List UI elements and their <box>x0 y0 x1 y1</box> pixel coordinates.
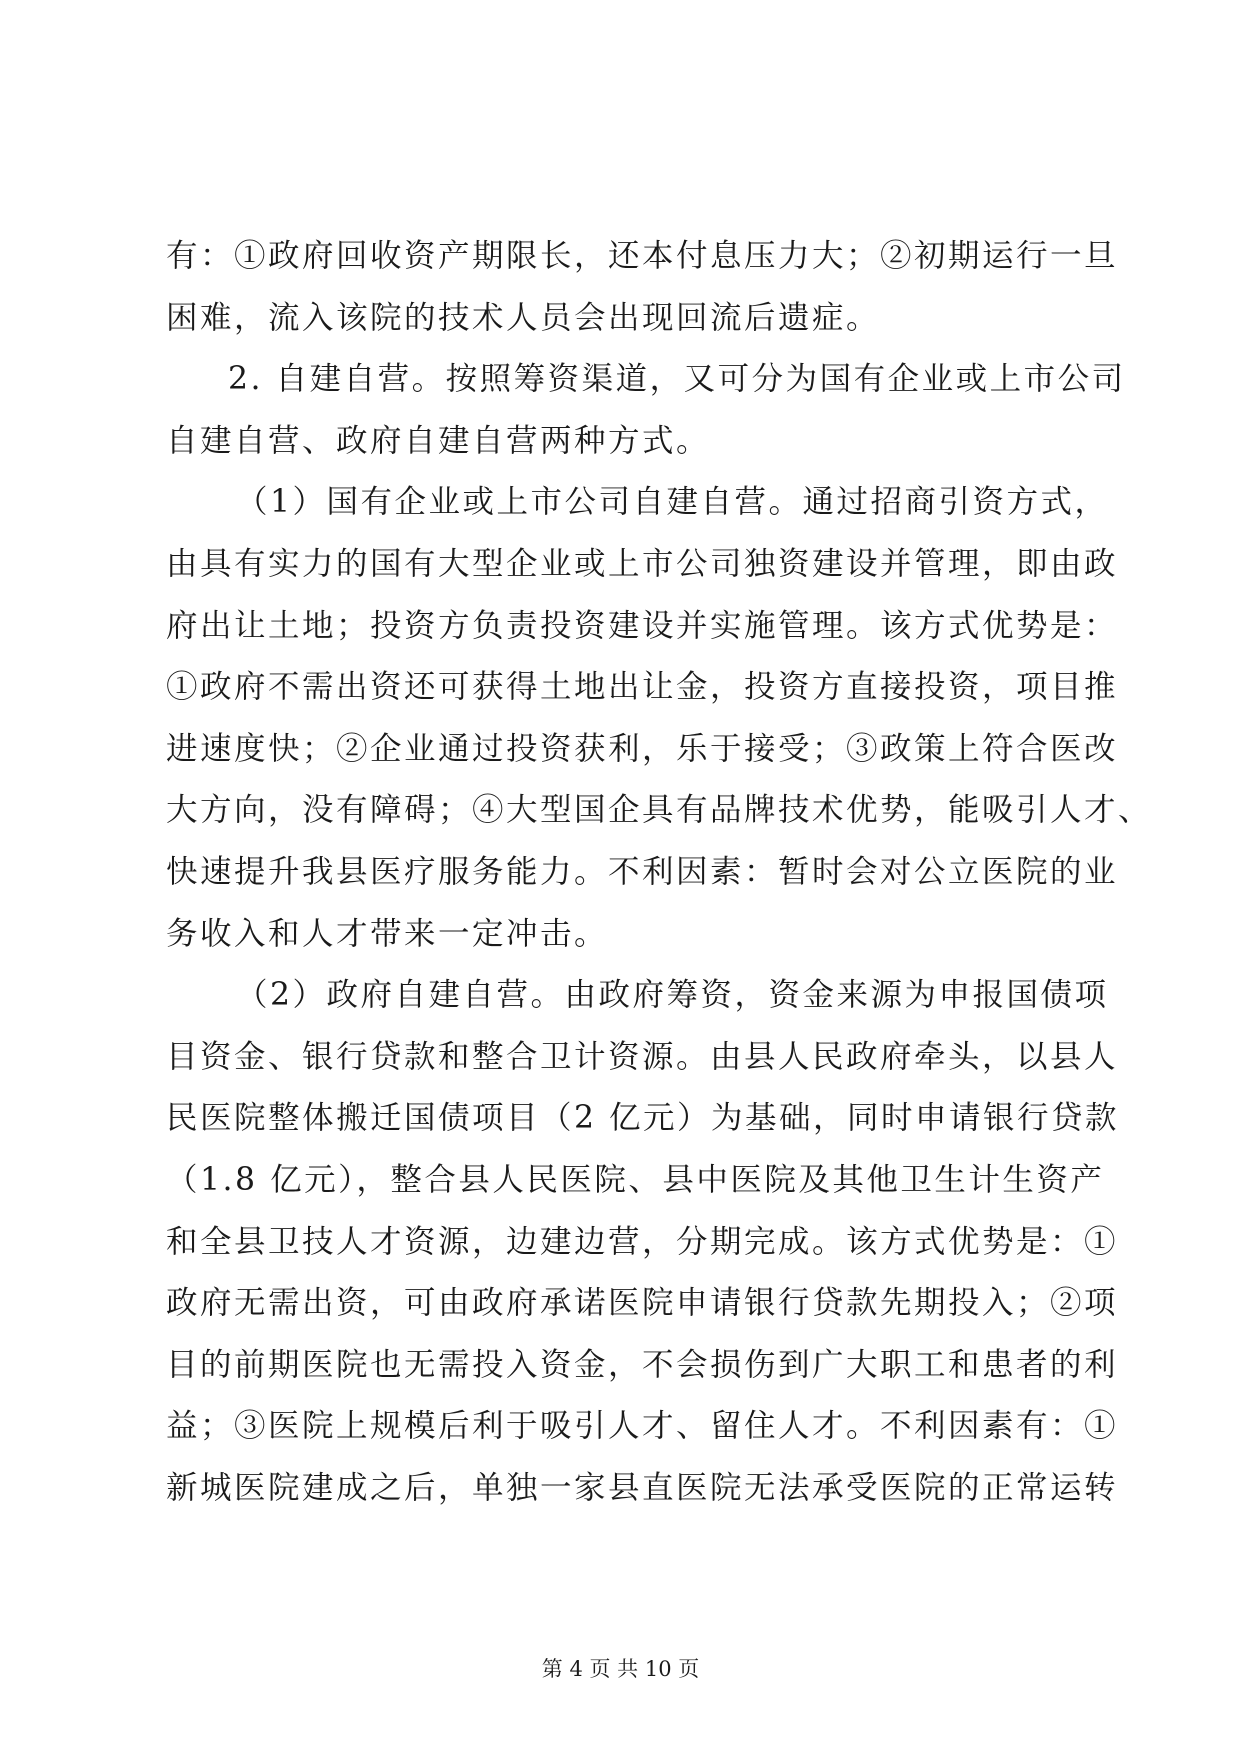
text-line: 益；③医院上规模后利于吸引人才、留住人才。不利因素有：① <box>166 1408 1119 1445</box>
text-line: 有：①政府回收资产期限长，还本付息压力大；②初期运行一旦 <box>166 238 1119 274</box>
text-line: 民医院整体搬迁国债项目（2 亿元）为基础，同时申请银行贷款 <box>166 1100 1120 1137</box>
text-line: 进速度快；②企业通过投资获利，乐于接受；③政策上符合医改 <box>166 730 1119 767</box>
body-text <box>166 226 1153 1519</box>
text-line: 大方向，没有障碍；④大型国企具有品牌技术优势，能吸引人才、 <box>166 792 1153 829</box>
text-line: 由具有实力的国有大型企业或上市公司独资建设并管理，即由政 <box>166 545 1119 582</box>
text-line: 目资金、银行贷款和整合卫计资源。由县人民政府牵头，以县人 <box>166 1038 1119 1075</box>
text-line: 困难，流入该院的技术人员会出现回流后遗症。 <box>166 299 881 336</box>
text-line: 府出让土地；投资方负责投资建设并实施管理。该方式优势是： <box>166 607 1119 644</box>
section-heading-line: 2. 自建自营。按照筹资渠道，又可分为国有企业或上市公司 <box>228 361 1126 398</box>
text-line: 新城医院建成之后，单独一家县直医院无法承受医院的正常运转 <box>166 1469 1119 1506</box>
page-number-footer: 第 4 页 共 10 页 <box>541 1657 700 1681</box>
text-line: 快速提升我县医疗服务能力。不利因素：暂时会对公立医院的业 <box>166 853 1119 890</box>
text-line: 目的前期医院也无需投入资金，不会损伤到广大职工和患者的利 <box>166 1346 1119 1383</box>
text-line: 自建自营、政府自建自营两种方式。 <box>166 422 711 459</box>
subsection-heading-line: （1）国有企业或上市公司自建自营。通过招商引资方式， <box>236 484 1109 521</box>
subsection-heading-line: （2）政府自建自营。由政府筹资，资金来源为申报国债项 <box>236 977 1109 1014</box>
text-line: 政府无需出资，可由政府承诺医院申请银行贷款先期投入；②项 <box>166 1285 1119 1322</box>
text-line: ①政府不需出资还可获得土地出让金，投资方直接投资，项目推 <box>166 669 1119 706</box>
text-line: （1.8 亿元），整合县人民医院、县中医院及其他卫生计生资产 <box>166 1161 1105 1198</box>
text-line: 和全县卫技人才资源，边建边营，分期完成。该方式优势是：① <box>166 1223 1119 1260</box>
text-line: 务收入和人才带来一定冲击。 <box>166 915 609 952</box>
